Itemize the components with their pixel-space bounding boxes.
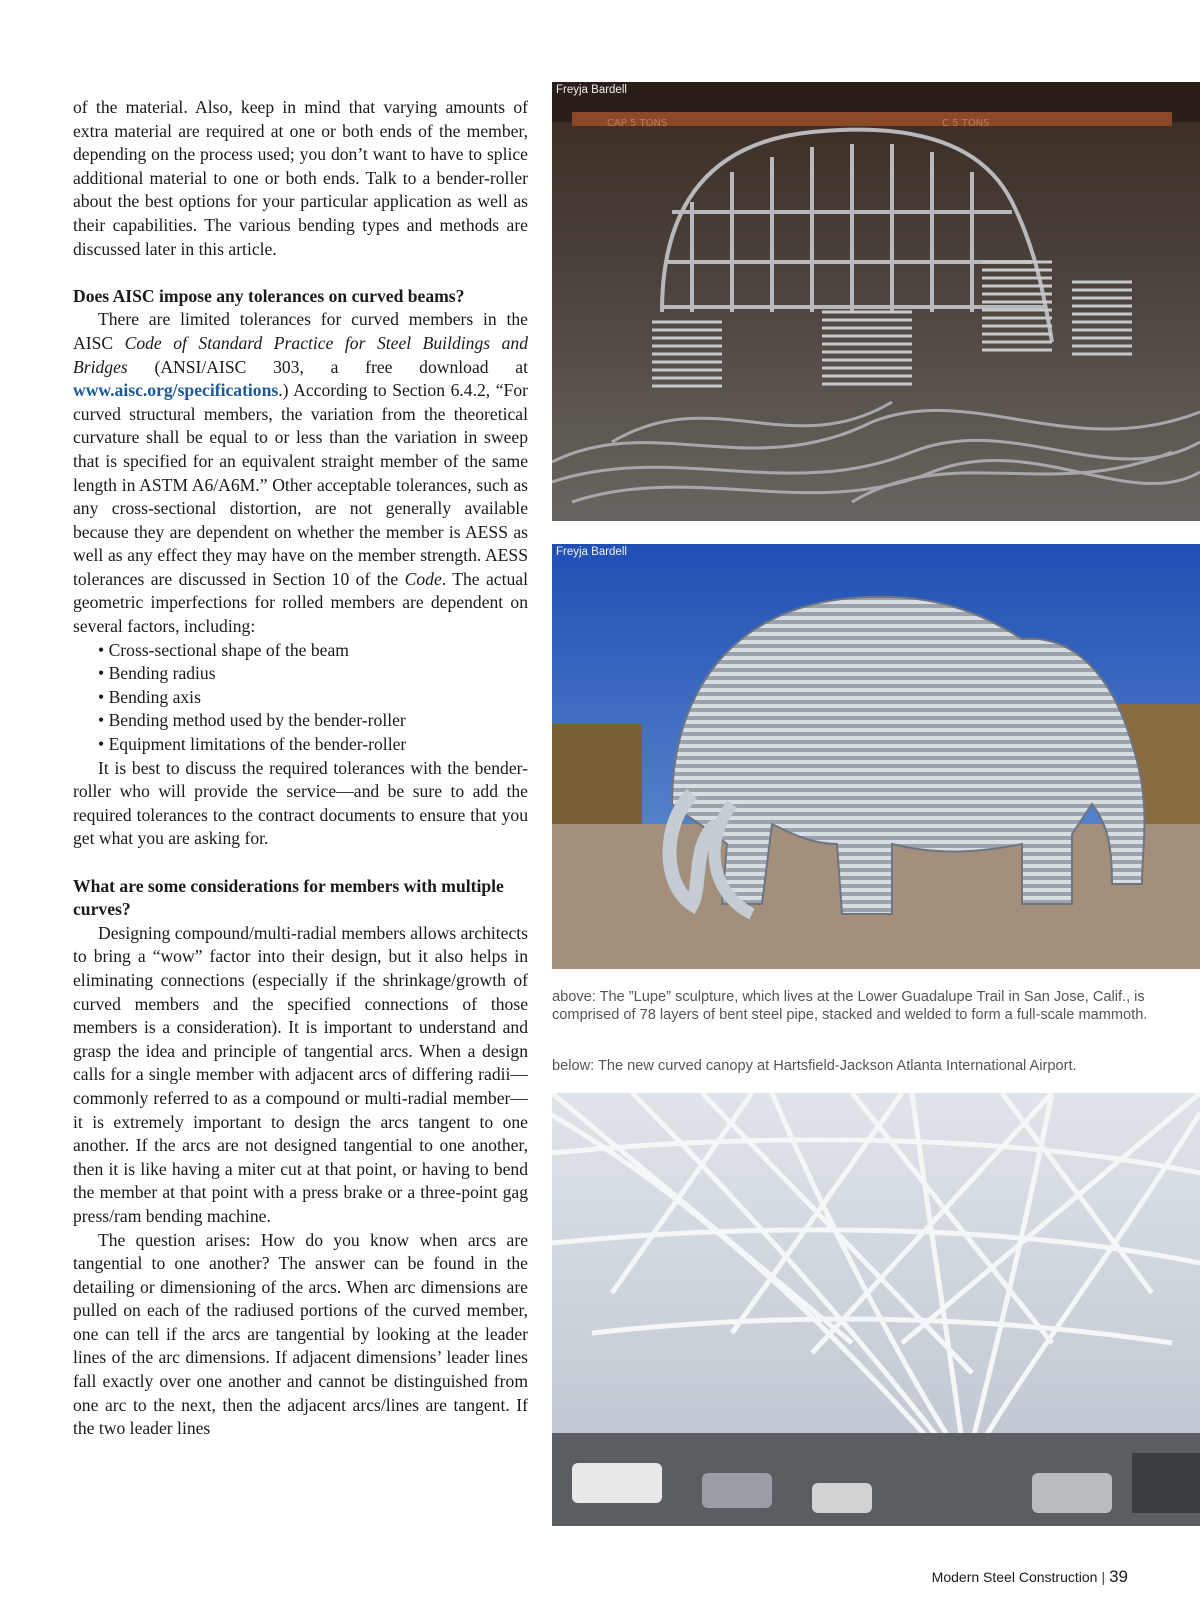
caption-below: below: The new curved canopy at Hartsfield-Jackson Atlanta International Airport. bbox=[552, 1058, 1077, 1074]
car bbox=[702, 1473, 772, 1508]
paragraph-tolerances: There are limited tolerances for curved members in the AISC Code of Standard Practice for Steel Buildings and Bridges (ANSI/AISC 303, a free download at www.aisc.org/specifications.) According to Section 6.4.2, “For curved structural members, the variation from the theoretical curvature shall be equal to or less than the variation in sweep that is specified for an equivalent straight member of the same length in ASTM A6/A6M.” Other acceptable tolerances, such as any cross-sectional distortion, are not generally available because they are dependent on whether the member is AESS as well as any effect they may have on the member strength. AESS tolerances are discussed in Section 10 of the Code. The actual geometric imperfections for rolled members are dependent on several factors, including: bbox=[73, 309, 528, 637]
paragraph-intro: of the material. Also, keep in mind that varying amounts of extra material are required at one or both ends of the member, depending on the process used; you don’t want to have to splice additional material to one or both ends. Talk to a bender-roller about the best options for your particular application as well as their capabilities. The various bending types and methods are discussed later in this article. bbox=[73, 97, 528, 259]
paragraph-tangential: The question arises: How do you know when arcs are tangential to one another? The answer can be found in the detailing or dimensioning of the arcs. When arc dimensions are pulled on each of the radiused portions of the curved member, one can tell if the arcs are tangential by looking at the leader lines of the arc dimensions. If adjacent dimensions’ leader lines fall exactly over one another and cannot be distinguished from one arc to the next, then the adjacent arcs/lines are tangent. If the two leader lines bbox=[73, 1229, 528, 1439]
list-item: • Equipment limitations of the bender-roller bbox=[98, 733, 528, 757]
list-item: • Bending axis bbox=[98, 686, 528, 710]
page-number: 39 bbox=[1109, 1567, 1128, 1586]
heading-tolerances: Does AISC impose any tolerances on curved beams? bbox=[73, 285, 465, 306]
list-item: • Bending method used by the bender-roller bbox=[98, 709, 528, 733]
photo-lupe-sculpture bbox=[552, 544, 1200, 969]
photo-credit: Freyja Bardell bbox=[556, 546, 627, 558]
crane-label: C 5 TONS bbox=[942, 118, 990, 129]
footer-separator: | bbox=[1101, 1569, 1106, 1585]
list-item: • Cross-sectional shape of the beam bbox=[98, 639, 528, 663]
photo-workshop-sculpture bbox=[552, 82, 1200, 521]
aisc-specifications-link[interactable]: www.aisc.org/specifications bbox=[73, 380, 279, 401]
crane-label: CAP 5 TONS bbox=[607, 118, 668, 129]
mammoth-illustration bbox=[552, 544, 1200, 969]
page-footer bbox=[932, 1567, 1128, 1587]
photo-airport-canopy bbox=[552, 1093, 1200, 1526]
publication-name: Modern Steel Construction bbox=[931, 1569, 1098, 1585]
paragraph-compound: Designing compound/multi-radial members allows architects to bring a “wow” factor into their design, but it also helps in eliminating connections (especially if the shrinkage/growth of curved members and the specified connections of those members is a consideration). It is important to understand and grasp the idea and principle of tangential arcs. When a design calls for a single member with adjacent arcs of differing radii—commonly referred to as a compound or multi-radial member—it is extremely important to design the arcs tangent to one another. If the arcs are not designed tangential to one another, then it is like having a miter cut at that point, or having to bend the member at that point with a press brake or a three-point gag press/ram bending machine. bbox=[73, 922, 528, 1226]
canopy-illustration bbox=[552, 1093, 1200, 1526]
car bbox=[1032, 1473, 1112, 1513]
caption-above: above: The ”Lupe” sculpture, which lives at the Lower Guadalupe Trail in San Jose, Calif., is comprised of 78 layers of bent steel pipe, stacked and welded to form a full-scale mammoth. bbox=[552, 989, 1148, 1023]
heading-multiple-curves: What are some considerations for members with multiple curves? bbox=[73, 875, 504, 920]
photo-credit: Freyja Bardell bbox=[556, 84, 627, 96]
car bbox=[812, 1483, 872, 1513]
car bbox=[572, 1463, 662, 1503]
building bbox=[1132, 1453, 1200, 1513]
factors-list bbox=[73, 639, 528, 757]
paragraph-discuss: It is best to discuss the required tolerances with the bender-roller who will provide the service—and be sure to add the required tolerances to the contract documents to ensure that you get what you are asking for. bbox=[73, 757, 528, 849]
workshop-illustration bbox=[552, 82, 1200, 521]
code-title: Code of Standard Practice for Steel Buildings and Bridges bbox=[73, 332, 528, 377]
list-item: • Bending radius bbox=[98, 662, 528, 686]
article-body bbox=[73, 96, 528, 1441]
